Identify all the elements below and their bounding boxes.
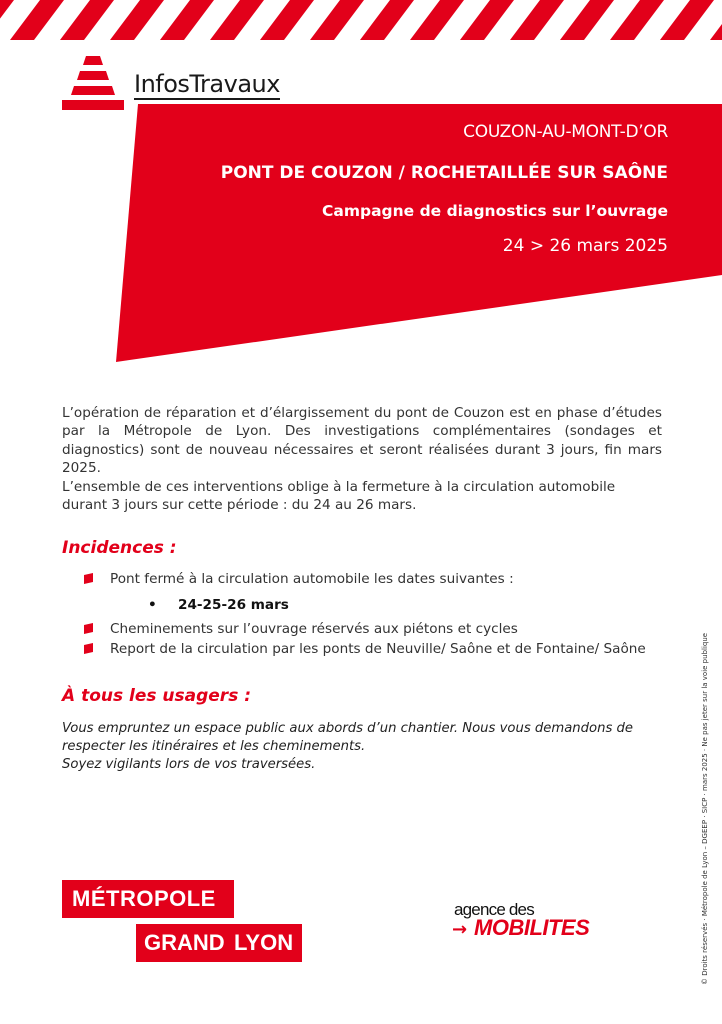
banner-town: COUZON-AU-MONT-D’OR (463, 122, 668, 142)
arrow-right-icon: → (452, 919, 468, 940)
list-item (84, 570, 684, 588)
intro-text (62, 404, 662, 514)
list-item (84, 640, 722, 658)
banner-campaign: Campagne de diagnostics sur l’ouvrage (322, 202, 668, 220)
red-square-bullet-icon (84, 573, 93, 584)
banner-dates: 24 > 26 mars 2025 (502, 236, 668, 256)
list-item-text: Report de la circulation par les ponts de Neuville/ Saône et de Fontaine/ Saône (110, 641, 646, 657)
traffic-cone-icon (62, 56, 124, 110)
grand-logo-block: GRAND (136, 924, 228, 962)
red-square-bullet-icon (84, 643, 93, 654)
sub-list-item (148, 597, 289, 613)
agence-logo-bottom: MOBILITES (474, 915, 590, 940)
users-notice-line-2: Soyez vigilants lors de vos traversées. (62, 757, 316, 772)
banner-bridge-name: PONT DE COUZON / ROCHETAILLÉE SUR SAÔNE (220, 163, 668, 183)
side-credit: © Droits réservés · Métropole de Lyon – DGEEP · SICP · mars 2025 · Ne pas jeter sur la voie publique (701, 632, 709, 985)
list-item-text: Pont fermé à la circulation automobile les dates suivantes : (110, 571, 514, 587)
infos-travaux-title: InfosTravaux (134, 70, 280, 98)
bullet-dot-icon: • (148, 597, 157, 613)
agence-mobilites-logo (452, 900, 652, 946)
closure-dates: 24-25-26 mars (178, 597, 289, 613)
users-notice (62, 720, 672, 774)
list-item (84, 620, 684, 638)
users-heading: À tous les usagers : (62, 686, 252, 706)
red-square-bullet-icon (84, 623, 93, 634)
agence-logo-top: agence des (454, 900, 534, 919)
lyon-logo-block: LYON (226, 924, 302, 962)
list-item-text: Cheminements sur l’ouvrage réservés aux piétons et cycles (110, 621, 518, 637)
intro-paragraph-2: L’ensemble de ces interventions oblige à la fermeture à la circulation automobile durant 3 jours sur cette période : du 24 au 26 mars. (62, 478, 616, 514)
metropole-logo-block: MÉTROPOLE (62, 880, 234, 918)
users-notice-line-1: Vous empruntez un espace public aux abords d’un chantier. Nous vous demandons de respecter les itinéraires et les cheminements. (62, 721, 634, 754)
incidences-heading: Incidences : (62, 538, 177, 558)
intro-paragraph-1: L’opération de réparation et d’élargissement du pont de Couzon est en phase d’études par la Métropole de Lyon. Des investigations complémentaires (sondages et diagnostics) sont de nouveau nécessaires et seront réalisées durant 3 jours, fin mars 2025. (62, 405, 662, 477)
